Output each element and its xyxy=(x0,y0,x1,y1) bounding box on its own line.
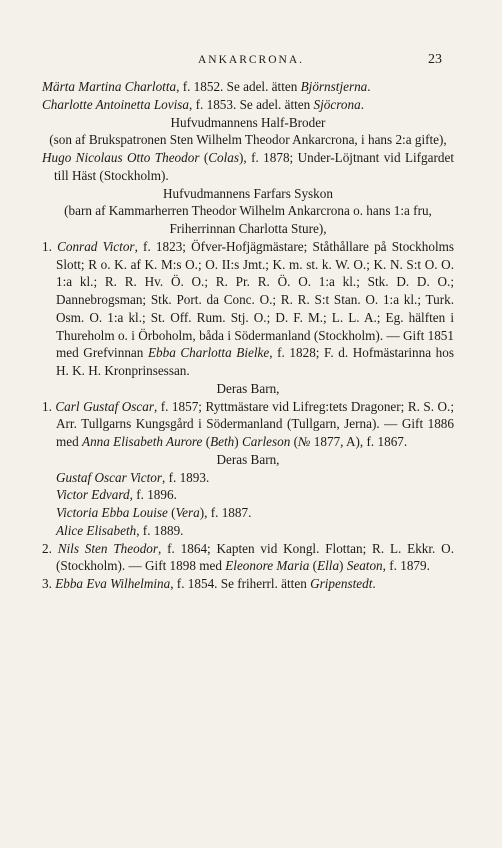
genealogy-entry: Victor Edvard, f. 1896. xyxy=(56,487,177,503)
section-heading: Deras Barn, xyxy=(216,380,280,396)
genealogy-entry: 1. Conrad Victor, f. 1823; Öfver-Hofjägmästare; Ståthållare på Stockholms Slott; R o. K. af K. M:s O.; O. II:s Jmt.; K. m. st. k. W. O.; K. N. S:t O. O. 1:a kl.; R. R. Hv. Ö. O.; R. Pr. R. Ö. O. 1:a kl.; Stk. D. D. O.; Dannebrogsman; Stk. Port. da Conc. O.; R. R. S:t Stan. O. 1:a kl.; Turk. Osm. O. 1:a kl.; St. Off. Rum. Stj. O.; D. F. M.; L. L. A.; Eg. hälften i Thureholm o. i Örboholm, båda i Södermanland (Stockholm). — Gift 1851 med Grefvinnan Ebba Charlotta Bielke, f. 1828; F. d. Hofmästarinna hos H. K. H. Kronprinsessan. xyxy=(42,238,454,378)
page-number: 23 xyxy=(428,52,442,67)
genealogy-entry: Märta Martina Charlotta, f. 1852. Se adel. ätten Björnstjerna. xyxy=(42,79,371,94)
section-heading: (son af Brukspatronen Sten Wilhelm Theodor Ankarcrona, i hans 2:a gifte), xyxy=(49,132,447,148)
section-heading: Hufvudmannens Half-Broder xyxy=(170,114,326,130)
genealogy-entry: 3. Ebba Eva Wilhelmina, f. 1854. Se friherrl. ätten Gripenstedt. xyxy=(42,576,376,591)
section-heading: (barn af Kammarherren Theodor Wilhelm Ankarcrona o. hans 1:a fru, Friherrinnan Charlotta Sture), xyxy=(64,203,432,236)
running-head: ANKARCRONA. xyxy=(197,54,305,66)
genealogy-entry: 1. Carl Gustaf Oscar, f. 1857; Ryttmästare vid Lifreg:tets Dragoner; R. S. O.; Arr. Tullgarns Kungsgård i Södermanland (Tullgarn, Jerna). — Gift 1886 med Anna Elisabeth Aurore (Beth) Carleson (№ 1877, A), f. 1867. xyxy=(42,398,455,449)
genealogy-entry: Charlotte Antoinetta Lovisa, f. 1853. Se adel. ätten Sjöcrona. xyxy=(42,96,364,112)
section-heading: Hufvudmannens Farfars Syskon xyxy=(163,185,333,201)
genealogy-entry: Hugo Nicolaus Otto Theodor (Colas), f. 1878; Under-Löjtnant vid Lifgardet till Häst (Stockholm). xyxy=(42,150,454,183)
genealogy-entry: Victoria Ebba Louise (Vera), f. 1887. xyxy=(56,505,252,520)
genealogy-text xyxy=(42,78,454,593)
genealogy-entry: Gustaf Oscar Victor, f. 1893. xyxy=(56,469,210,485)
genealogy-entry: Alice Elisabeth, f. 1889. xyxy=(56,522,184,538)
page-header xyxy=(0,54,502,72)
genealogy-entry: 2. Nils Sten Theodor, f. 1864; Kapten vid Kongl. Flottan; R. L. Ekkr. O. (Stockholm). — Gift 1898 med Eleonore Maria (Ella) Seaton, f. 1879. xyxy=(42,540,454,574)
section-heading: Deras Barn, xyxy=(216,451,280,467)
